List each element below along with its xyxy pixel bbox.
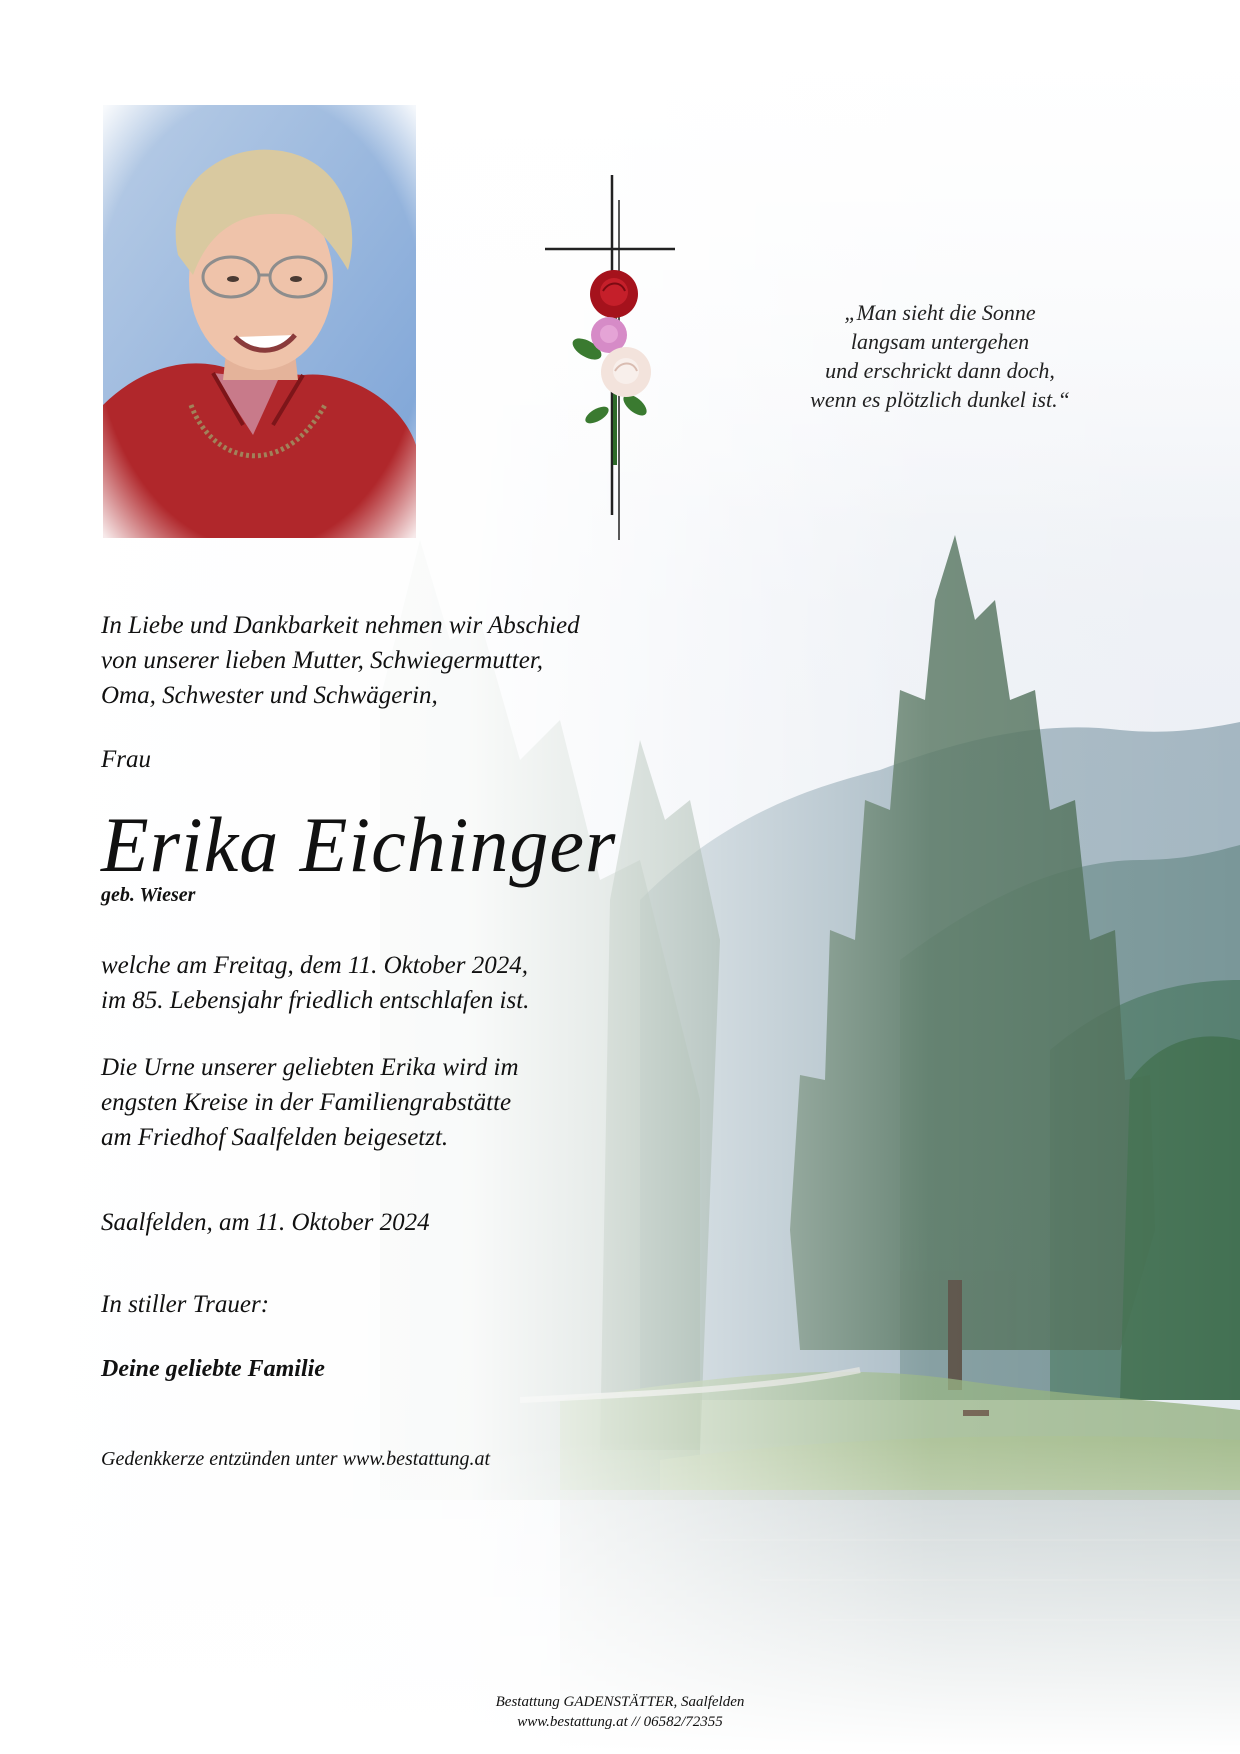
place-date: Saalfelden, am 11. Oktober 2024 (101, 1209, 430, 1236)
intro-line: In Liebe und Dankbarkeit nehmen wir Abschied (101, 612, 580, 639)
salutation: Frau (101, 746, 151, 773)
death-notice-line: welche am Freitag, dem 11. Oktober 2024, (101, 952, 528, 979)
quote-line: wenn es plötzlich dunkel ist.“ (810, 387, 1070, 412)
cross-with-roses-icon (545, 175, 685, 545)
quote-line: und erschrickt dann doch, (825, 358, 1055, 383)
portrait-photo (103, 105, 416, 538)
mourning-line: In stiller Trauer: (101, 1291, 270, 1318)
funeral-home-footer (0, 1692, 1240, 1732)
quote (780, 298, 1100, 414)
footer-line-1: Bestattung GADENSTÄTTER, Saalfelden (495, 1694, 745, 1710)
candle-note: Gedenkkerze entzünden unter www.bestattung.at (101, 1448, 491, 1470)
quote-line: langsam untergehen (850, 329, 1030, 354)
urn-notice (101, 1050, 519, 1155)
urn-notice-line: engsten Kreise in der Familiengrabstätte (101, 1089, 512, 1116)
maiden-name: geb. Wieser (101, 884, 196, 906)
deceased-name: Erika Eichinger (101, 801, 617, 888)
death-notice-line: im 85. Lebensjahr friedlich entschlafen ist. (101, 987, 530, 1014)
quote-line: „Man sieht die Sonne (844, 300, 1036, 325)
intro-line: von unserer lieben Mutter, Schwiegermutter, (101, 647, 544, 674)
intro-text (101, 608, 580, 713)
family-signature: Deine geliebte Familie (101, 1356, 325, 1382)
death-notice (101, 948, 529, 1018)
urn-notice-line: Die Urne unserer geliebten Erika wird im (101, 1054, 519, 1081)
urn-notice-line: am Friedhof Saalfelden beigesetzt. (101, 1124, 449, 1151)
footer-line-2: www.bestattung.at // 06582/72355 (517, 1714, 723, 1730)
intro-line: Oma, Schwester und Schwägerin, (101, 682, 438, 709)
